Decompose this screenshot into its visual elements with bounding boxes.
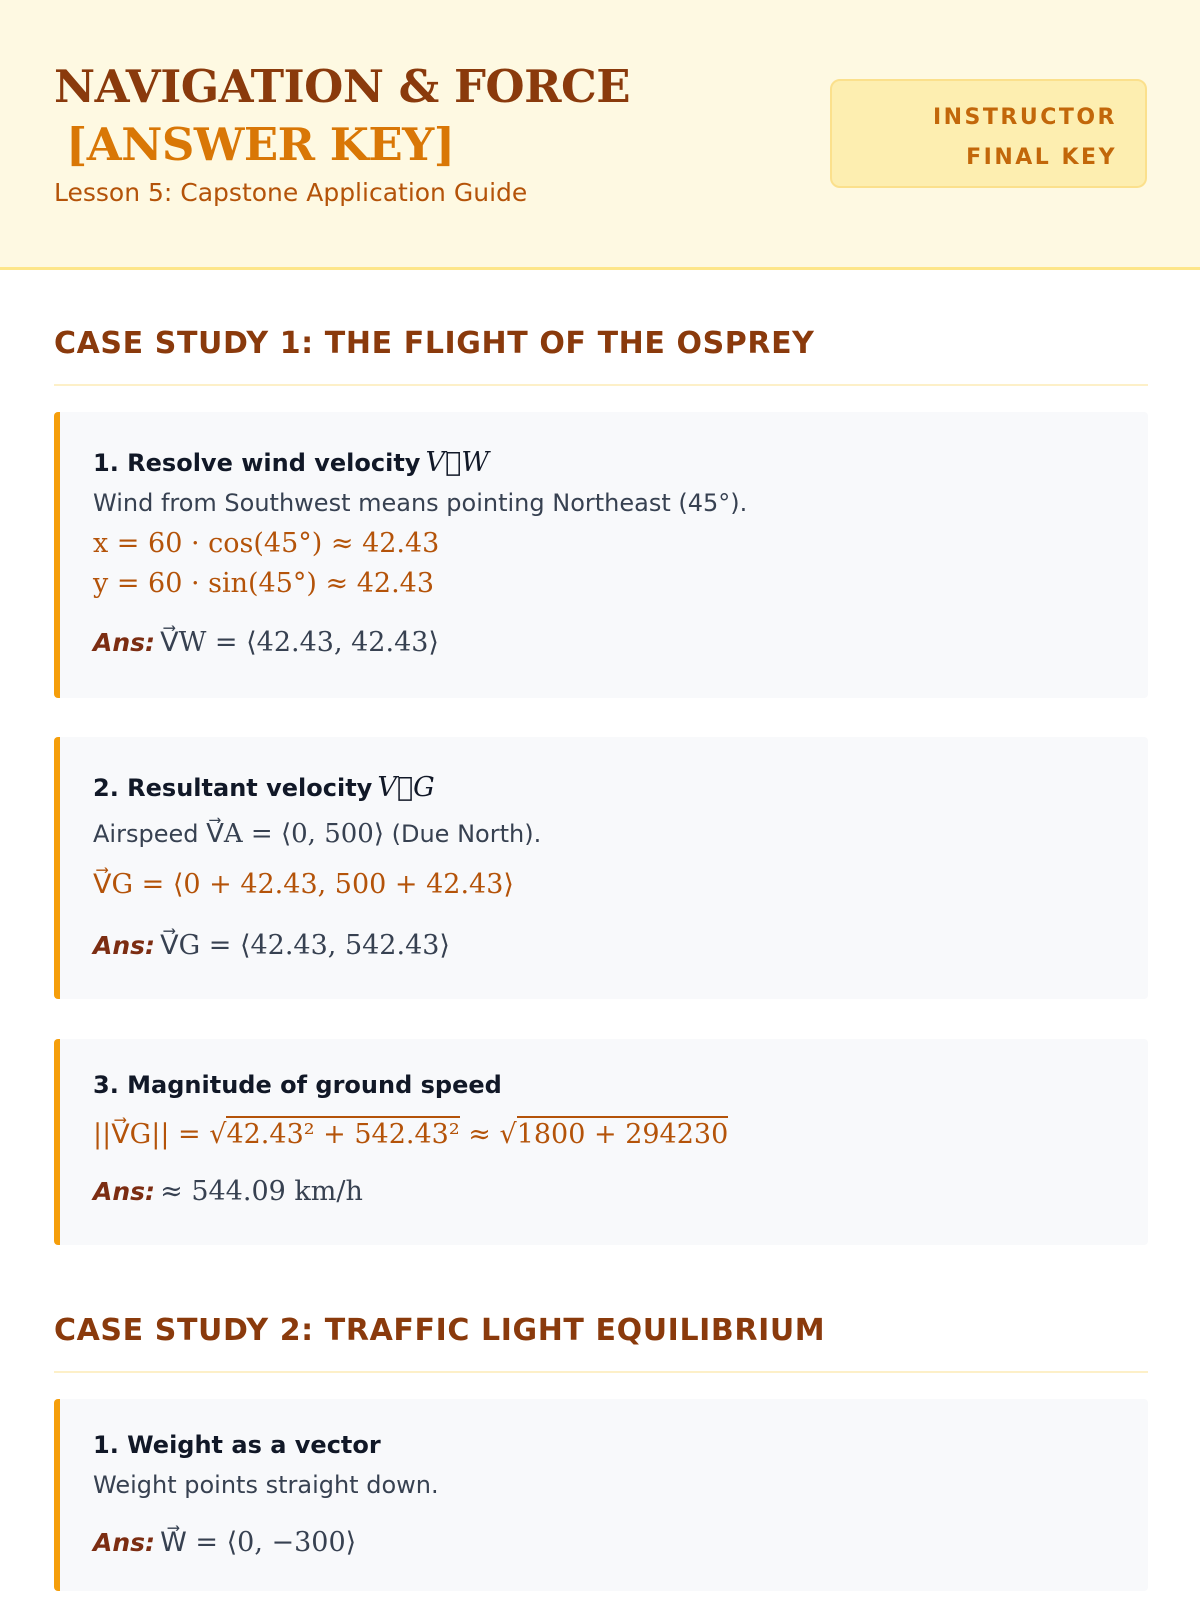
question-math: V⃗G [377, 772, 435, 803]
case2-q1-answer [93, 1527, 356, 1558]
case1-q1-equation-y: y = 60 · sin(45°) ≈ 42.43 [93, 568, 435, 599]
page-header [0, 0, 1200, 270]
instructor-badge [830, 79, 1147, 188]
answer-label: Ans: [93, 628, 156, 657]
case2-q1-description: Weight points straight down. [93, 1471, 439, 1499]
page-subtitle: Lesson 5: Capstone Application Guide [54, 178, 528, 207]
case1-q2-equation: V⃗G = ⟨0 + 42.43, 500 + 42.43⟩ [93, 869, 514, 900]
answer-math: W⃗ = ⟨0, −300⟩ [160, 1527, 357, 1558]
case1-q3-question: 3. Magnitude of ground speed [93, 1071, 502, 1099]
answer-math: V⃗W = ⟨42.43, 42.43⟩ [160, 627, 439, 658]
desc-math: V⃗A = ⟨0, 500⟩ [206, 819, 384, 849]
eq-radicand-2: 1800 + 294230 [517, 1116, 729, 1150]
desc-prefix: Airspeed [93, 820, 199, 848]
case1-q1-card [54, 412, 1148, 698]
case1-q2-question [93, 772, 435, 803]
answer-math: V⃗G = ⟨42.43, 542.43⟩ [160, 930, 450, 961]
case1-q1-equation-x: x = 60 · cos(45°) ≈ 42.43 [93, 528, 440, 559]
case1-q2-card [54, 737, 1148, 999]
eq-radicand-1: 42.43² + 542.43² [226, 1116, 459, 1150]
badge-line-1: INSTRUCTOR [932, 105, 1117, 130]
answer-label: Ans: [93, 1177, 156, 1206]
case1-q3-card [54, 1039, 1148, 1245]
page-title [54, 58, 630, 174]
answer-label: Ans: [93, 1528, 156, 1557]
case-study-2-title: CASE STUDY 2: TRAFFIC LIGHT EQUILIBRIUM [54, 1313, 1148, 1373]
case1-q2-answer [93, 930, 450, 961]
badge-line-2: FINAL KEY [966, 145, 1117, 170]
case-study-1-title: CASE STUDY 1: THE FLIGHT OF THE OSPREY [54, 326, 1148, 386]
case1-q1-answer [93, 627, 439, 658]
title-main: NAVIGATION & FORCE [54, 60, 631, 113]
question-text: 1. Resolve wind velocity [93, 449, 421, 477]
eq-approx: ≈ [468, 1119, 491, 1150]
question-math: V⃗W [425, 447, 489, 478]
case1-q2-description [93, 819, 541, 849]
question-text: 2. Resultant velocity [93, 774, 373, 802]
eq-prefix: ||V⃗G|| = [93, 1119, 201, 1150]
desc-suffix: (Due North). [391, 820, 542, 848]
case2-q1-question: 1. Weight as a vector [93, 1431, 381, 1459]
answer-label: Ans: [93, 931, 156, 960]
case1-q1-question [93, 447, 489, 478]
answer-math: ≈ 544.09 km/h [160, 1176, 363, 1207]
title-answer-key: [ANSWER KEY] [66, 118, 455, 171]
case2-q1-card [54, 1399, 1148, 1591]
case1-q1-description: Wind from Southwest means pointing Northeast (45°). [93, 489, 748, 517]
case1-q3-equation: ||V⃗G|| = √42.43² + 542.43² ≈ √1800 + 294230 [93, 1119, 728, 1150]
case1-q3-answer [93, 1176, 363, 1207]
